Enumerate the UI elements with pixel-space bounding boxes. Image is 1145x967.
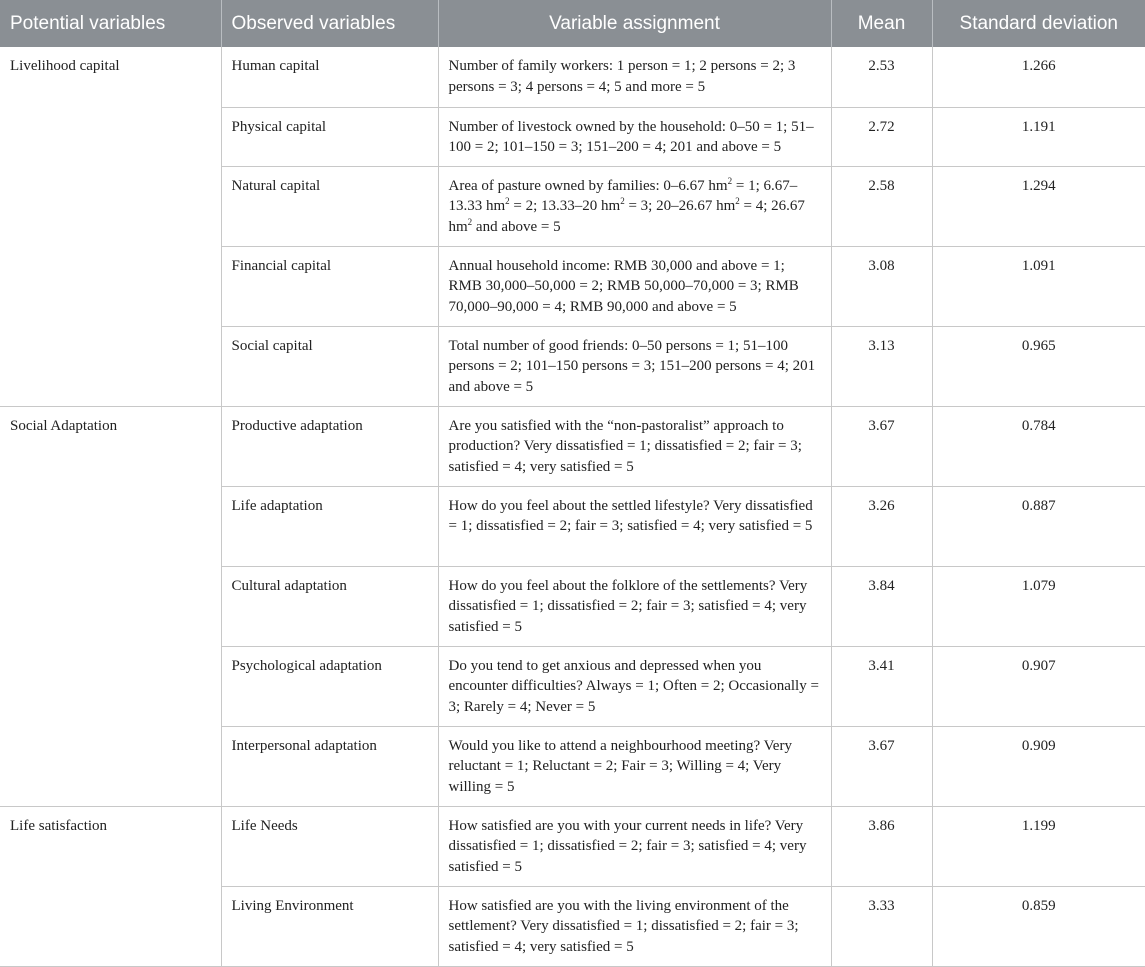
group-cell: Life satisfaction	[0, 806, 221, 966]
sd-cell: 1.199	[932, 806, 1145, 886]
assignment-cell: Are you satisfied with the “non-pastoralist” approach to production? Very dissatisfied = 1; dissatisfied = 2; fair = 3; satisfied = 4; very satisfied = 5	[438, 406, 831, 486]
mean-cell: 2.72	[831, 107, 932, 166]
observed-cell: Social capital	[221, 326, 438, 406]
observed-cell: Life Needs	[221, 806, 438, 886]
assignment-cell: How satisfied are you with your current needs in life? Very dissatisfied = 1; dissatisfied = 2; fair = 3; satisfied = 4; very satisfied = 5	[438, 806, 831, 886]
mean-cell: 3.84	[831, 566, 932, 646]
table-row	[0, 47, 1145, 107]
assignment-cell: Would you like to attend a neighbourhood meeting? Very reluctant = 1; Reluctant = 2; Fair = 3; Willing = 4; Very willing = 5	[438, 726, 831, 806]
table-row	[0, 806, 1145, 886]
mean-cell: 3.86	[831, 806, 932, 886]
sd-cell: 0.859	[932, 886, 1145, 966]
mean-cell: 3.67	[831, 726, 932, 806]
sd-cell: 1.266	[932, 47, 1145, 107]
observed-cell: Financial capital	[221, 246, 438, 326]
header-row	[0, 0, 1145, 47]
header-standard-deviation: Standard deviation	[932, 0, 1145, 47]
assignment-cell: Number of family workers: 1 person = 1; 2 persons = 2; 3 persons = 3; 4 persons = 4; 5 and more = 5	[438, 47, 831, 107]
header-variable-assignment: Variable assignment	[438, 0, 831, 47]
header-observed-variables: Observed variables	[221, 0, 438, 47]
mean-cell: 3.41	[831, 646, 932, 726]
sd-cell: 0.907	[932, 646, 1145, 726]
mean-cell: 2.53	[831, 47, 932, 107]
header-mean: Mean	[831, 0, 932, 47]
sd-cell: 0.909	[932, 726, 1145, 806]
sd-cell: 1.079	[932, 566, 1145, 646]
sd-cell: 0.784	[932, 406, 1145, 486]
mean-cell: 3.67	[831, 406, 932, 486]
mean-cell: 2.58	[831, 166, 932, 246]
sd-cell: 1.191	[932, 107, 1145, 166]
assignment-cell: How do you feel about the settled lifestyle? Very dissatisfied = 1; dissatisfied = 2; fair = 3; satisfied = 4; very satisfied = 5	[438, 486, 831, 566]
observed-cell: Cultural adaptation	[221, 566, 438, 646]
assignment-cell: Do you tend to get anxious and depressed when you encounter difficulties? Always = 1; Often = 2; Occasionally = 3; Rarely = 4; Never = 5	[438, 646, 831, 726]
table-row	[0, 406, 1145, 486]
assignment-cell: Number of livestock owned by the household: 0–50 = 1; 51–100 = 2; 101–150 = 3; 151–200 = 4; 201 and above = 5	[438, 107, 831, 166]
sd-cell: 0.887	[932, 486, 1145, 566]
mean-cell: 3.26	[831, 486, 932, 566]
observed-cell: Life adaptation	[221, 486, 438, 566]
assignment-cell: Annual household income: RMB 30,000 and above = 1; RMB 30,000–50,000 = 2; RMB 50,000–70,000 = 3; RMB 70,000–90,000 = 4; RMB 90,000 and above = 5	[438, 246, 831, 326]
assignment-natural-capital: Area of pasture owned by families: 0–6.67 $hm^2 = 1$; 6.67–13.33 $hm^2 = 2$; 13.33–20 $hm^2 = 3$; 20–26.67 $hm^2 = 4$; 26.67 $hm^2$ and above = 5	[448, 175, 805, 235]
sd-cell: 1.294	[932, 166, 1145, 246]
observed-cell: Interpersonal adaptation	[221, 726, 438, 806]
observed-cell: Natural capital	[221, 166, 438, 246]
assignment-cell	[438, 166, 831, 246]
assignment-cell: How satisfied are you with the living environment of the settlement? Very dissatisfied = 1; dissatisfied = 2; fair = 3; satisfied = 4; very satisfied = 5	[438, 886, 831, 966]
mean-cell: 3.08	[831, 246, 932, 326]
observed-cell: Physical capital	[221, 107, 438, 166]
observed-cell: Human capital	[221, 47, 438, 107]
observed-cell: Psychological adaptation	[221, 646, 438, 726]
assignment-cell: Total number of good friends: 0–50 persons = 1; 51–100 persons = 2; 101–150 persons = 3; 151–200 persons = 4; 201 and above = 5	[438, 326, 831, 406]
header-potential-variables: Potential variables	[0, 0, 221, 47]
group-cell: Livelihood capital	[0, 47, 221, 406]
observed-cell: Living Environment	[221, 886, 438, 966]
mean-cell: 3.13	[831, 326, 932, 406]
group-cell: Social Adaptation	[0, 406, 221, 806]
sd-cell: 0.965	[932, 326, 1145, 406]
observed-cell: Productive adaptation	[221, 406, 438, 486]
sd-cell: 1.091	[932, 246, 1145, 326]
mean-cell: 3.33	[831, 886, 932, 966]
assignment-cell: How do you feel about the folklore of the settlements? Very dissatisfied = 1; dissatisfied = 2; fair = 3; satisfied = 4; very satisfied = 5	[438, 566, 831, 646]
